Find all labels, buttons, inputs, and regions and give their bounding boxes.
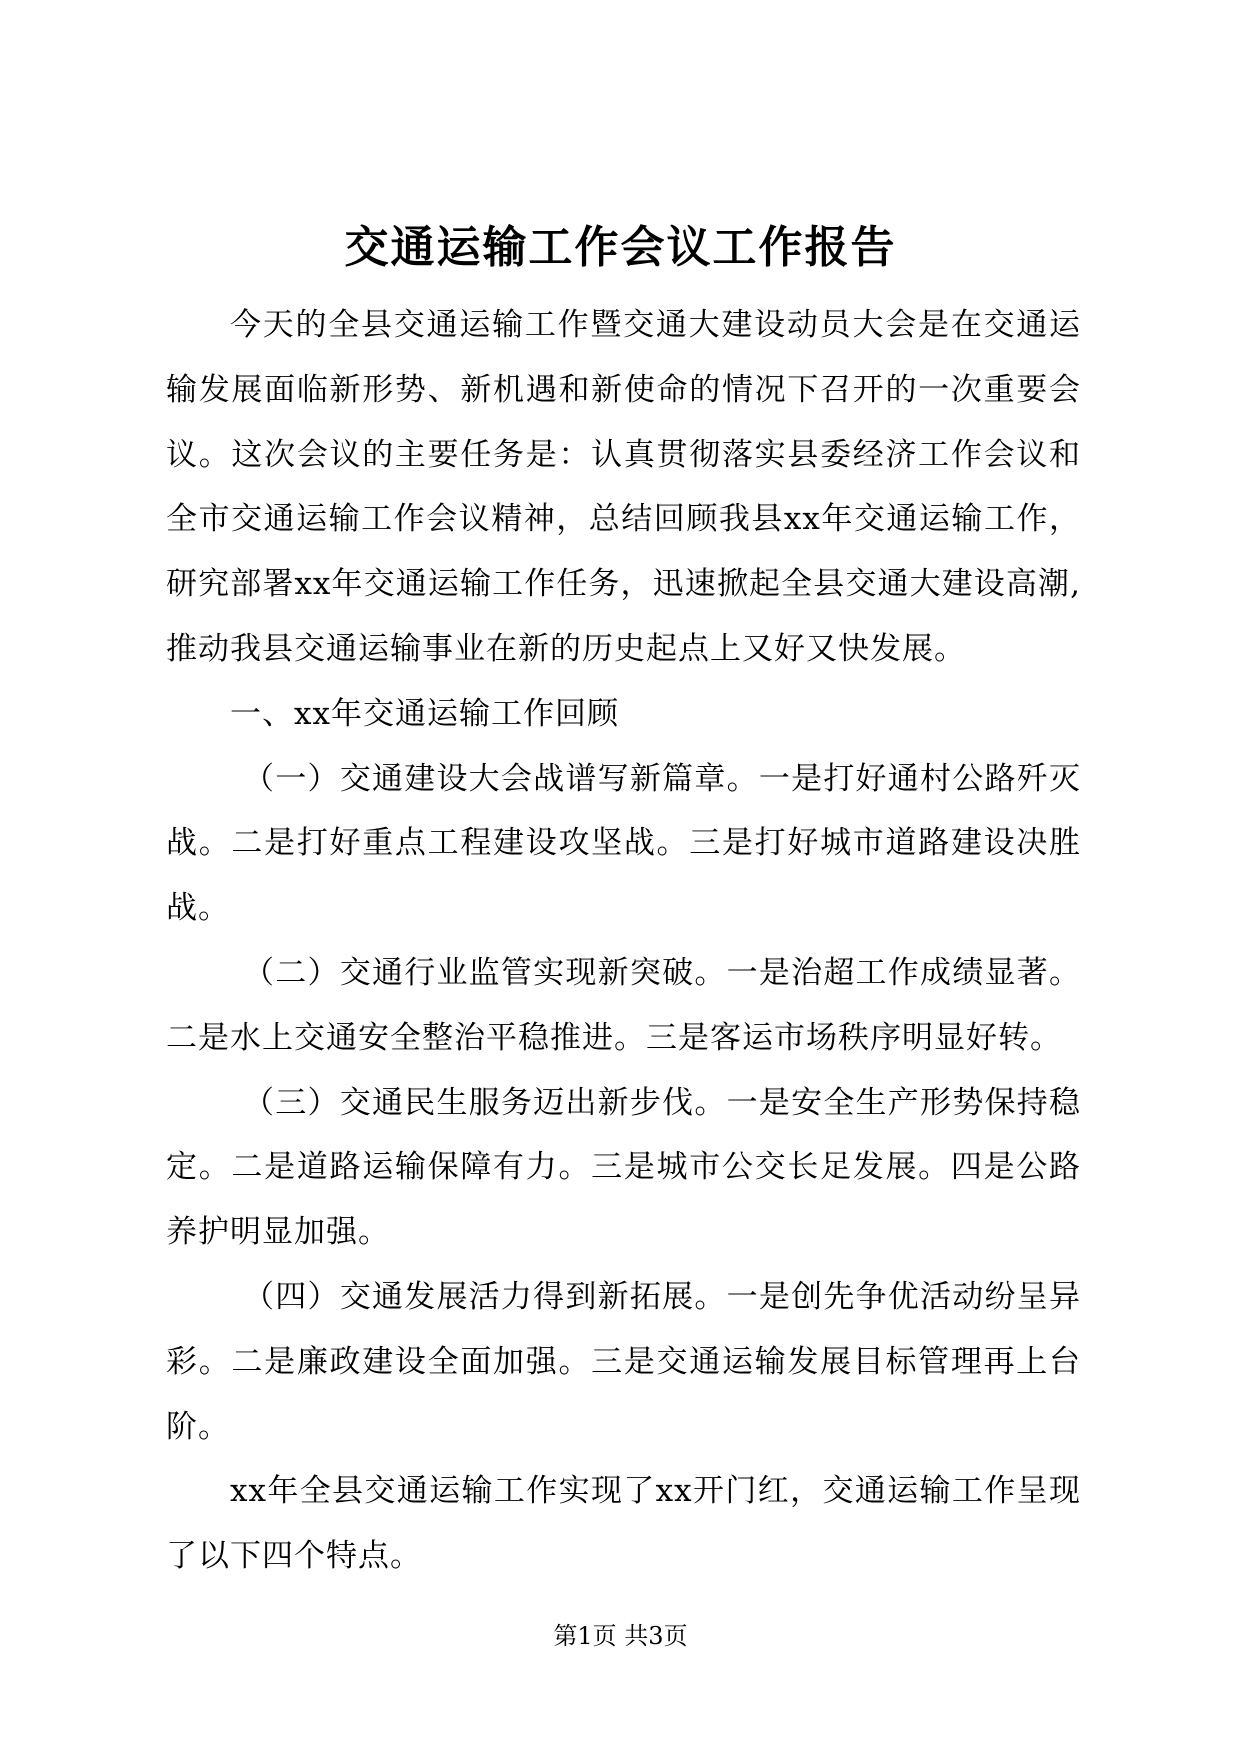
paragraph-item-2: （二）交通行业监管实现新突破。一是治超工作成绩显著。二是水上交通安全整治平稳推进。三是客运市场秩序明显好转。: [166, 954, 1081, 1056]
paragraph-intro: 今天的全县交通运输工作暨交通大建设动员大会是在交通运输发展面临新形势、新机遇和新使命的情况下召开的一次重要会议。这次会议的主要任务是：认真贯彻落实县委经济工作会议和全市交通运输工作会议精神，总结回顾我县xx年交通运输工作，研究部署xx年交通运输工作任务，迅速掀起全县交通大建设高潮,推动我县交通运输事业在新的历史起点上又好又快发展。: [166, 307, 1081, 667]
paragraph-item-3: （三）交通民生服务迈出新步伐。一是安全生产形势保持稳定。二是道路运输保障有力。三是城市公交长足发展。四是公路养护明显加强。: [166, 1084, 1081, 1251]
paragraph-summary: xx年全县交通运输工作实现了xx开门红，交通运输工作呈现了以下四个特点。: [166, 1473, 1081, 1575]
page-footer: 第1页 共3页: [553, 1622, 688, 1650]
document-title: 交通运输工作会议工作报告: [344, 222, 897, 273]
section-heading: 一、xx年交通运输工作回顾: [230, 695, 619, 732]
paragraph-item-4: （四）交通发展活力得到新拓展。一是创先争优活动纷呈异彩。二是廉政建设全面加强。三是交通运输发展目标管理再上台阶。: [166, 1278, 1081, 1445]
document-body: [166, 293, 1081, 1589]
paragraph-item-1: （一）交通建设大会战谱写新篇章。一是打好通村公路歼灭战。二是打好重点工程建设攻坚战。三是打好城市道路建设决胜战。: [166, 760, 1081, 927]
